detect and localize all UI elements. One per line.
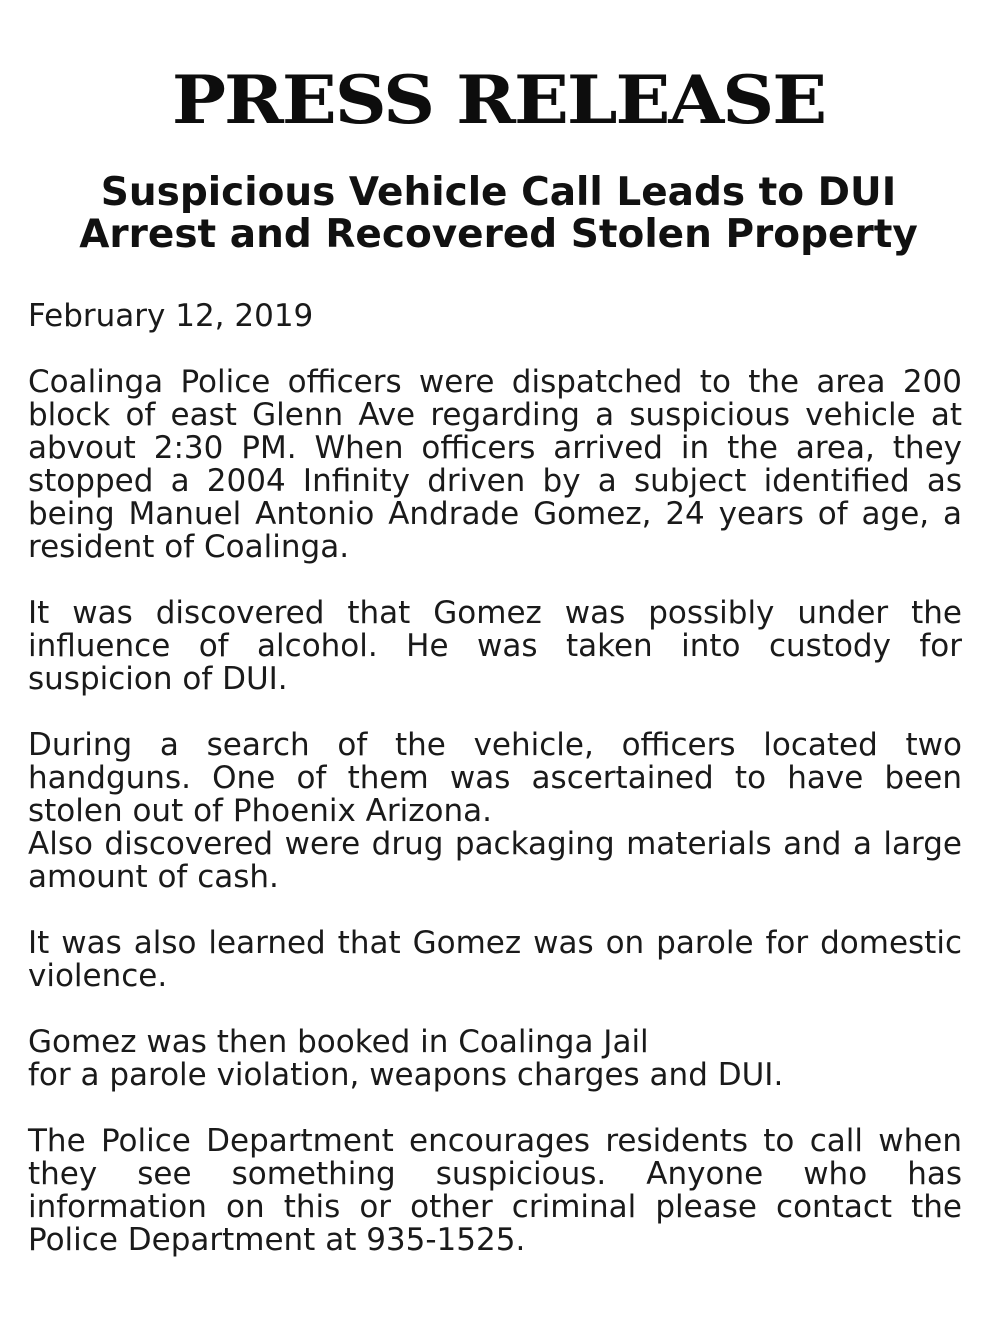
paragraph-booking-line-1: Gomez was then booked in Coalinga Jail	[28, 1024, 649, 1060]
paragraph-dispatch: Coalinga Police officers were dispatched to the area 200 block of east Glenn Ave regarding a suspicious vehicle at abvout 2:30 PM. When officers arrived in the area, they stopped a 2004 Infinity driven by a subject identified as being Manuel Antonio Andrade Gomez, 24 years of age, a resident of Coalinga.	[28, 364, 962, 565]
paragraph-search-cash: Also discovered were drug packaging materials and a large amount of cash.	[28, 826, 962, 895]
release-body	[28, 300, 962, 1290]
paragraph-contact: The Police Department encourages residents to call when they see something suspicious. Anyone who has information on this or other criminal please contact the Police Department at 935-1525.	[28, 1123, 962, 1258]
paragraph-dui: It was discovered that Gomez was possibly under the influence of alcohol. He was taken into custody for suspicion of DUI.	[28, 595, 962, 697]
paragraph-search-handguns: During a search of the vehicle, officers located two handguns. One of them was ascertained to have been stolen out of Phoenix Arizona.	[28, 727, 962, 829]
masthead-title: PRESS RELEASE	[171, 60, 826, 139]
headline-line-1: Suspicious Vehicle Call Leads to DUI	[100, 170, 897, 215]
headline	[0, 172, 997, 256]
paragraph-parole: It was also learned that Gomez was on parole for domestic violence.	[28, 925, 962, 994]
paragraph-search	[28, 729, 962, 894]
paragraph-booking-line-2: for a parole violation, weapons charges and DUI.	[28, 1057, 784, 1093]
paragraph-booking	[28, 1026, 962, 1092]
release-date: February 12, 2019	[28, 298, 314, 334]
headline-line-2: Arrest and Recovered Stolen Property	[79, 212, 918, 257]
